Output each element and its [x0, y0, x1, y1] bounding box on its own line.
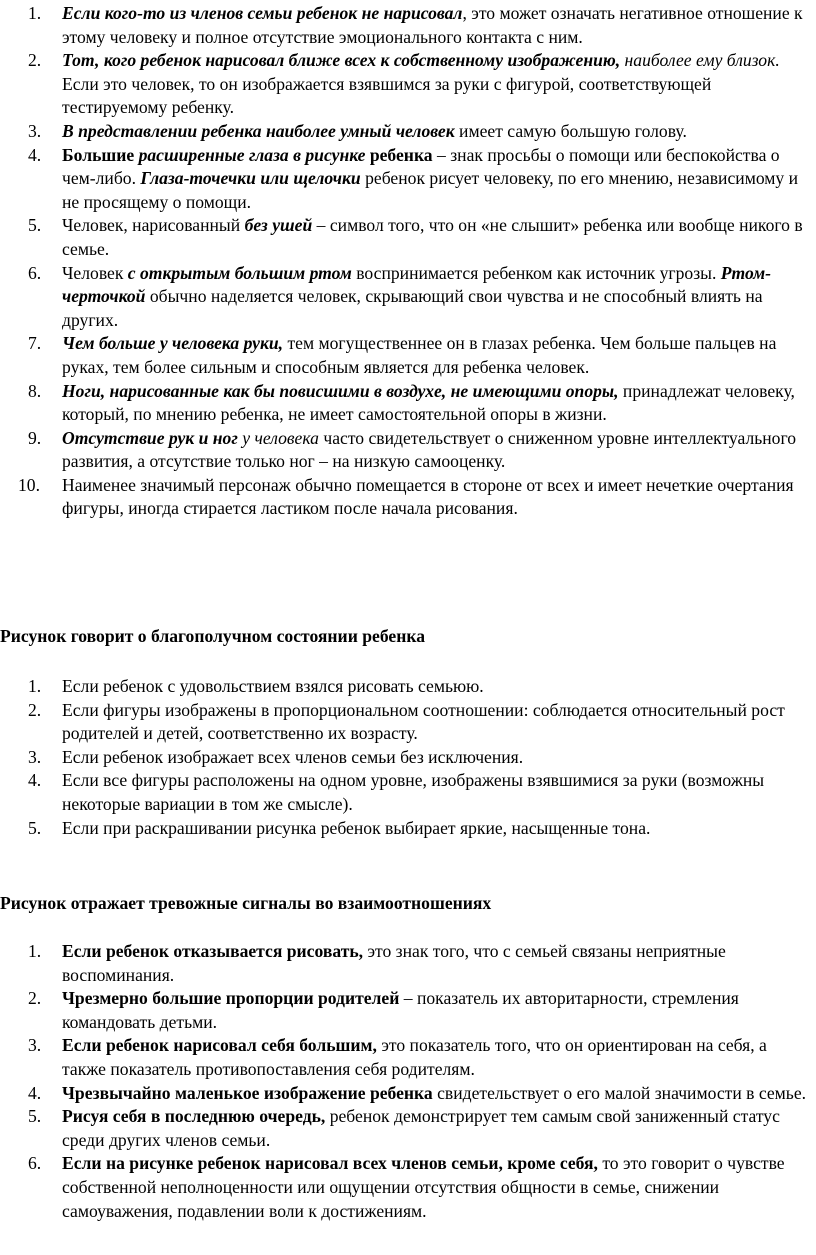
list-item-text: Человек	[62, 262, 128, 283]
list-item-text: – показатель их авторитарности, стремления командовать детьми.	[62, 988, 739, 1032]
list-item-text: без ушей	[244, 215, 313, 236]
list-item	[28, 427, 814, 474]
list-item	[28, 1152, 814, 1223]
list-item-text: Человек, нарисованный	[62, 215, 245, 236]
wellbeing-signs-list	[28, 675, 814, 840]
list-item-text: имеет самую большую голову.	[454, 120, 687, 141]
list-item-number: 1.	[28, 941, 42, 961]
list-item	[28, 120, 814, 144]
list-item-text: это знак того, что с семьей связаны неприятные воспоминания.	[62, 941, 726, 985]
list-item-number: 4.	[28, 1082, 42, 1103]
list-item-number: 6.	[28, 1153, 42, 1174]
section-heading-wellbeing: Рисунок говорит о благополучном состоянии ребенка	[0, 626, 426, 646]
list-item	[28, 1082, 814, 1106]
list-item-number: 5.	[28, 817, 42, 838]
list-item-text: Чрезмерно большие пропорции родителей	[62, 988, 400, 1009]
list-item-text: Если ребенок нарисовал себя большим,	[62, 1035, 377, 1056]
list-item	[28, 987, 814, 1034]
list-item-number: 9.	[28, 427, 42, 448]
list-item-text: Рисуя себя в последнюю очередь,	[62, 1106, 326, 1127]
list-item-number: 10.	[18, 474, 40, 495]
list-item-text: Если это человек, то он изображается взявшимся за руки с фигурой, соответствующей тестируемому ребенку.	[62, 73, 712, 118]
list-item-number: 6.	[28, 262, 42, 283]
list-item	[28, 380, 814, 427]
list-item	[28, 262, 814, 333]
list-item	[18, 474, 814, 521]
list-item-text: Если на рисунке ребенок нарисовал всех членов семьи, кроме себя,	[62, 1153, 598, 1174]
list-item-text: с открытым большим ртом	[127, 262, 352, 283]
list-item	[28, 1034, 814, 1081]
list-item-text: Чрезвычайно маленькое изображение ребенка	[62, 1082, 433, 1103]
list-item-text: Если ребенок с удовольствием взялся рисовать семьюю.	[62, 676, 484, 696]
list-item-text: часто свидетельствует о сниженном уровне интеллектуального развития, а отсутствие только ног – на низкую самооценку.	[62, 427, 797, 472]
list-item	[28, 332, 814, 379]
list-item-text: ребенок демонстрирует тем самым свой заниженный статус среди других членов семьи.	[62, 1106, 780, 1150]
list-item-text: ребенок рисует человеку, по его мнению, независимому и не просящему о помощи.	[62, 168, 799, 212]
list-item-text: Глаза-точечки или щелочки	[140, 168, 361, 189]
list-item-text: Если все фигуры расположены на одном уровне, изображены взявшимися за руки (возможны некоторые вариации в том же смысле).	[62, 770, 765, 814]
drawing-interpretation-list	[18, 2, 814, 521]
list-item-text: расширенные глаза в рисунке	[138, 144, 366, 165]
list-item-text: – знак просьбы о помощи или беспокойства о чем-либо.	[62, 144, 780, 189]
list-item	[28, 746, 814, 770]
list-item-text: то это говорит о чувстве собственной неполноценности или ощущении отсутствия общности в семье, снижении самоуважения, подавлении воли к достижениям.	[62, 1153, 785, 1221]
list-item-text: В представлении ребенка наиболее умный человек	[62, 120, 455, 141]
list-item-text: Тот, кого ребенок нарисовал ближе всех к собственному изображению,	[62, 50, 621, 71]
list-item-number: 2.	[28, 699, 42, 720]
list-item-text: Если ребенок отказывается рисовать,	[62, 941, 364, 961]
list-item-text: у человека	[237, 427, 319, 448]
list-item-number: 5.	[28, 215, 42, 236]
list-item-text: Большие	[62, 144, 139, 165]
section-heading-warning: Рисунок отражает тревожные сигналы во взаимоотношениях	[0, 893, 492, 913]
list-item-text: воспринимается ребенком как источник угрозы.	[351, 262, 721, 283]
list-item-number: 1.	[28, 676, 42, 696]
list-item-text: Наименее значимый персонаж обычно помещается в стороне от всех и имеет нечеткие очертания фигуры, иногда стирается ластиком после начала рисования.	[62, 474, 794, 519]
list-item-number: 5.	[28, 1106, 42, 1127]
list-item	[28, 144, 814, 215]
list-item-text: Чем больше у человека руки,	[62, 333, 284, 354]
list-item-text: , это может означать негативное отношение к этому человеку и полное отсутствие эмоционального контакта с ним.	[62, 3, 803, 47]
list-item-number: 1.	[28, 3, 42, 23]
list-item-text: наиболее ему близок.	[620, 50, 780, 71]
list-item-text: обычно наделяется человек, скрывающий свои чувства и не способный влиять на других.	[62, 286, 763, 330]
list-item	[28, 817, 814, 841]
list-item-number: 2.	[28, 988, 42, 1009]
list-item-text: Если при раскрашивании рисунка ребенок выбирает яркие, насыщенные тона.	[62, 817, 651, 838]
list-item	[28, 214, 814, 261]
list-item-number: 7.	[28, 333, 42, 354]
list-item-number: 3.	[28, 1035, 42, 1056]
list-item-text: свидетельствует о его малой значимости в семье.	[432, 1082, 807, 1103]
list-item	[28, 699, 814, 746]
list-item-text: тем могущественнее он в глазах ребенка. Чем больше пальцев на руках, тем более сильным и способным является для ребенка человек.	[62, 333, 777, 377]
list-item-text: Ноги, нарисованные как бы повисшими в воздухе, не имеющими опоры,	[62, 380, 619, 401]
warning-signs-list	[28, 940, 814, 1223]
list-item-number: 3.	[28, 120, 42, 141]
list-item-text: Если кого-то из членов семьи ребенок не нарисовал	[62, 3, 463, 23]
list-item-number: 4.	[28, 770, 42, 791]
list-item	[28, 2, 814, 49]
list-item-text: Отсутствие рук и ног	[62, 427, 238, 448]
list-item	[28, 1105, 814, 1152]
list-item-text: Если фигуры изображены в пропорциональном соотношении: соблюдается относительный рост родителей и детей, соответственно их возрасту.	[62, 699, 785, 744]
list-item	[28, 769, 814, 816]
list-item	[28, 675, 814, 699]
list-item-number: 2.	[28, 50, 42, 71]
list-item-number: 3.	[28, 746, 42, 767]
list-item-number: 4.	[28, 144, 42, 165]
list-item-text: это показатель того, что он ориентирован на себя, а также показатель противопоставления себя родителям.	[62, 1035, 767, 1079]
list-item-text: принадлежат человеку, который, по мнению ребенка, не имеет самостоятельной опоры в жизни.	[62, 380, 795, 425]
list-item	[28, 49, 814, 120]
list-item-text: Ртом-черточкой	[62, 262, 772, 307]
list-item	[28, 940, 814, 987]
list-item-text: – символ того, что он «не слышит» ребенка или вообще никого в семье.	[62, 215, 803, 259]
list-item-number: 8.	[28, 380, 42, 401]
list-item-text: Если ребенок изображает всех членов семьи без исключения.	[62, 746, 524, 767]
list-item-text: ребенка	[365, 144, 433, 165]
